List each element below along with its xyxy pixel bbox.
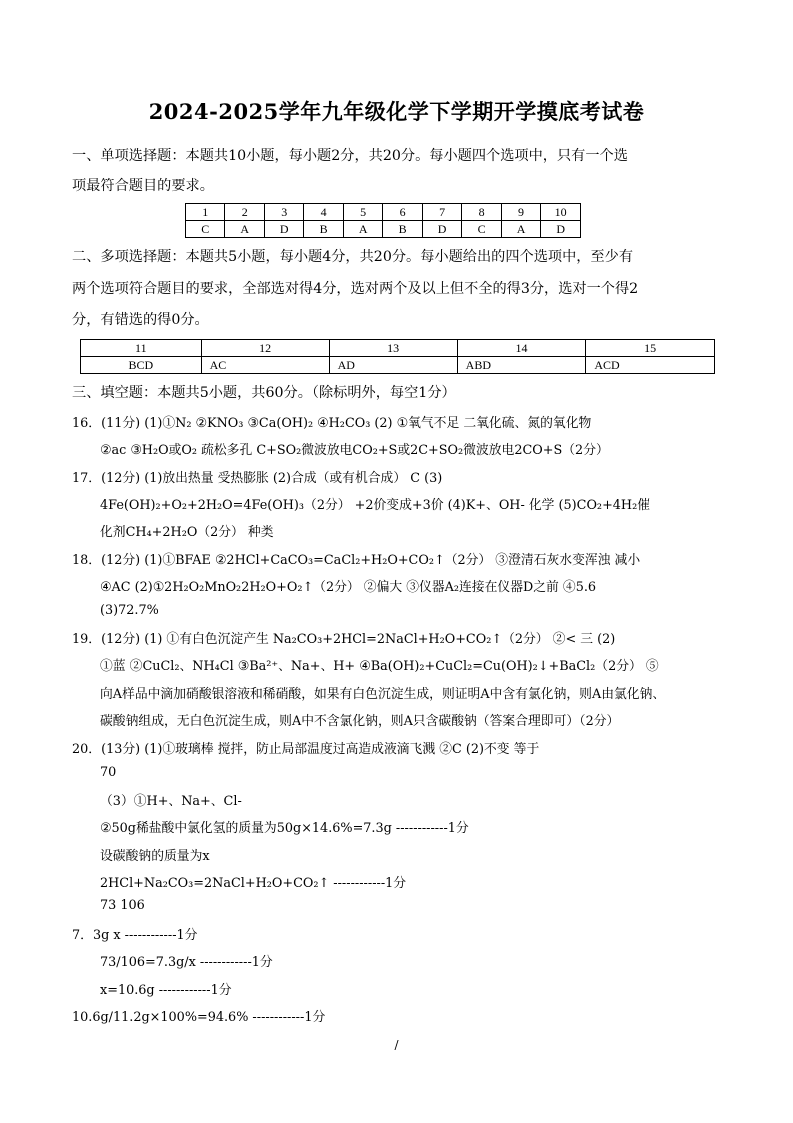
answer-line: ②ac ③H₂O或O₂ 疏松多孔 C+SO₂微波放电CO₂+S或2C+SO₂微波放电2CO+S（2分） [100, 443, 609, 458]
table-cell: B [383, 221, 422, 238]
answer-line: 化剂CH₄+2H₂O（2分） 种类 [100, 525, 274, 540]
section2-line1: 二、多项选择题：本题共5小题，每小题4分，共20分。每小题给出的四个选项中，至少有 [72, 249, 634, 265]
answer-line: 4Fe(OH)₂+O₂+2H₂O=4Fe(OH)₃（2分） +2价变成+3价 (4)K+、OH- 化学 (5)CO₂+4H₂催 [100, 498, 651, 513]
answer-line: 70 [100, 765, 117, 780]
answer-line: 10.6g/11.2g×100%=94.6% ------------1分 [72, 1010, 326, 1025]
answer-line: （3）①H+、Na+、Cl- [100, 794, 242, 809]
answer-line: 18．(12分) (1)①BFAE ②2HCl+CaCO₃=CaCl₂+H₂O+CO₂↑（2分） ③澄清石灰水变浑浊 减小 [72, 553, 641, 568]
answer-line: 7．3g x ------------1分 [72, 928, 198, 943]
table-cell: D [541, 221, 581, 238]
table-cell: 7 [422, 204, 461, 221]
answer-line: x=10.6g ------------1分 [100, 983, 232, 998]
table-cell: A [225, 221, 264, 238]
answer-line: 73 106 [100, 898, 145, 913]
answer-line: 16．(11分) (1)①N₂ ②KNO₃ ③Ca(OH)₂ ④H₂CO₃ (2) ①氧气不足 二氧化硫、氮的氧化物 [72, 416, 592, 431]
section1-line1: 一、单项选择题：本题共10小题，每小题2分，共20分。每小题四个选项中，只有一个选 [72, 148, 628, 164]
single-choice-answer-table [185, 203, 581, 238]
multi-choice-answer-table [80, 339, 715, 374]
table-cell: 6 [383, 204, 422, 221]
answer-line: 碳酸钠组成，无白色沉淀生成，则A中不含氯化钠，则A只含碳酸钠（答案合理即可）（2分） [100, 714, 620, 729]
table-cell: D [264, 221, 303, 238]
table-cell: 12 [201, 340, 329, 357]
table-cell: B [304, 221, 343, 238]
section1-line2: 项最符合题目的要求。 [72, 178, 214, 194]
answer-line: 2HCl+Na₂CO₃=2NaCl+H₂O+CO₂↑ ------------1分 [100, 876, 407, 891]
table-cell: D [422, 221, 461, 238]
table-cell: BCD [81, 357, 202, 374]
answer-line: 17．(12分) (1)放出热量 受热膨胀 (2)合成（或有机合成） C (3) [72, 471, 443, 486]
table-cell: 2 [225, 204, 264, 221]
table-cell: A [343, 221, 382, 238]
table-cell: 11 [81, 340, 202, 357]
page-title: 2024-2025学年九年级化学下学期开学摸底考试卷 [148, 99, 645, 124]
table-cell: ACD [586, 357, 715, 374]
section3-heading: 三、填空题：本题共5小题，共60分。（除标明外，每空1分） [72, 385, 456, 401]
answer-line: 设碳酸钠的质量为x [100, 849, 210, 864]
answer-line: 73/106=7.3g/x ------------1分 [100, 955, 273, 970]
table-cell: AC [201, 357, 329, 374]
answer-line: 向A样品中滴加硝酸银溶液和稀硝酸，如果有白色沉淀生成，则证明A中含有氯化钠，则A由氯化钠、 [100, 687, 666, 702]
table-cell: 8 [462, 204, 501, 221]
answer-line: 20．(13分) (1)①玻璃棒 搅拌，防止局部温度过高造成液滴飞溅 ②C (2)不变 等于 [72, 742, 540, 757]
table-cell: 4 [304, 204, 343, 221]
table-cell: 1 [186, 204, 225, 221]
answer-line: ②50g稀盐酸中氯化氢的质量为50g×14.6%=7.3g ------------1分 [100, 821, 469, 836]
answer-line: 19．(12分) (1) ①有白色沉淀产生 Na₂CO₃+2HCl=2NaCl+H₂O+CO₂↑（2分） ②< 三 (2) [72, 632, 616, 647]
table-cell: ABD [457, 357, 586, 374]
table-cell: 13 [329, 340, 457, 357]
table-cell: AD [329, 357, 457, 374]
table-cell: 3 [264, 204, 303, 221]
table-cell: 15 [586, 340, 715, 357]
table-cell: 14 [457, 340, 586, 357]
table-cell: 9 [501, 204, 540, 221]
table-cell: A [501, 221, 540, 238]
table-cell: C [186, 221, 225, 238]
answer-line: ④AC (2)①2H₂O₂MnO₂2H₂O+O₂↑（2分） ②偏大 ③仪器A₂连接在仪器D之前 ④5.6 [100, 580, 597, 595]
table-cell: 10 [541, 204, 581, 221]
section2-line2: 两个选项符合题目的要求，全部选对得4分，选对两个及以上但不全的得3分，选对一个得2 [72, 281, 639, 297]
table-cell: C [462, 221, 501, 238]
section2-line3: 分，有错选的得0分。 [72, 312, 209, 328]
table-cell: 5 [343, 204, 382, 221]
answer-line: (3)72.7% [100, 603, 159, 618]
page-number: / [394, 1038, 399, 1052]
answer-line: ①蓝 ②CuCl₂、NH₄Cl ③Ba²⁺、Na+、H+ ④Ba(OH)₂+CuCl₂=Cu(OH)₂↓+BaCl₂（2分） ⑤ [100, 659, 659, 674]
